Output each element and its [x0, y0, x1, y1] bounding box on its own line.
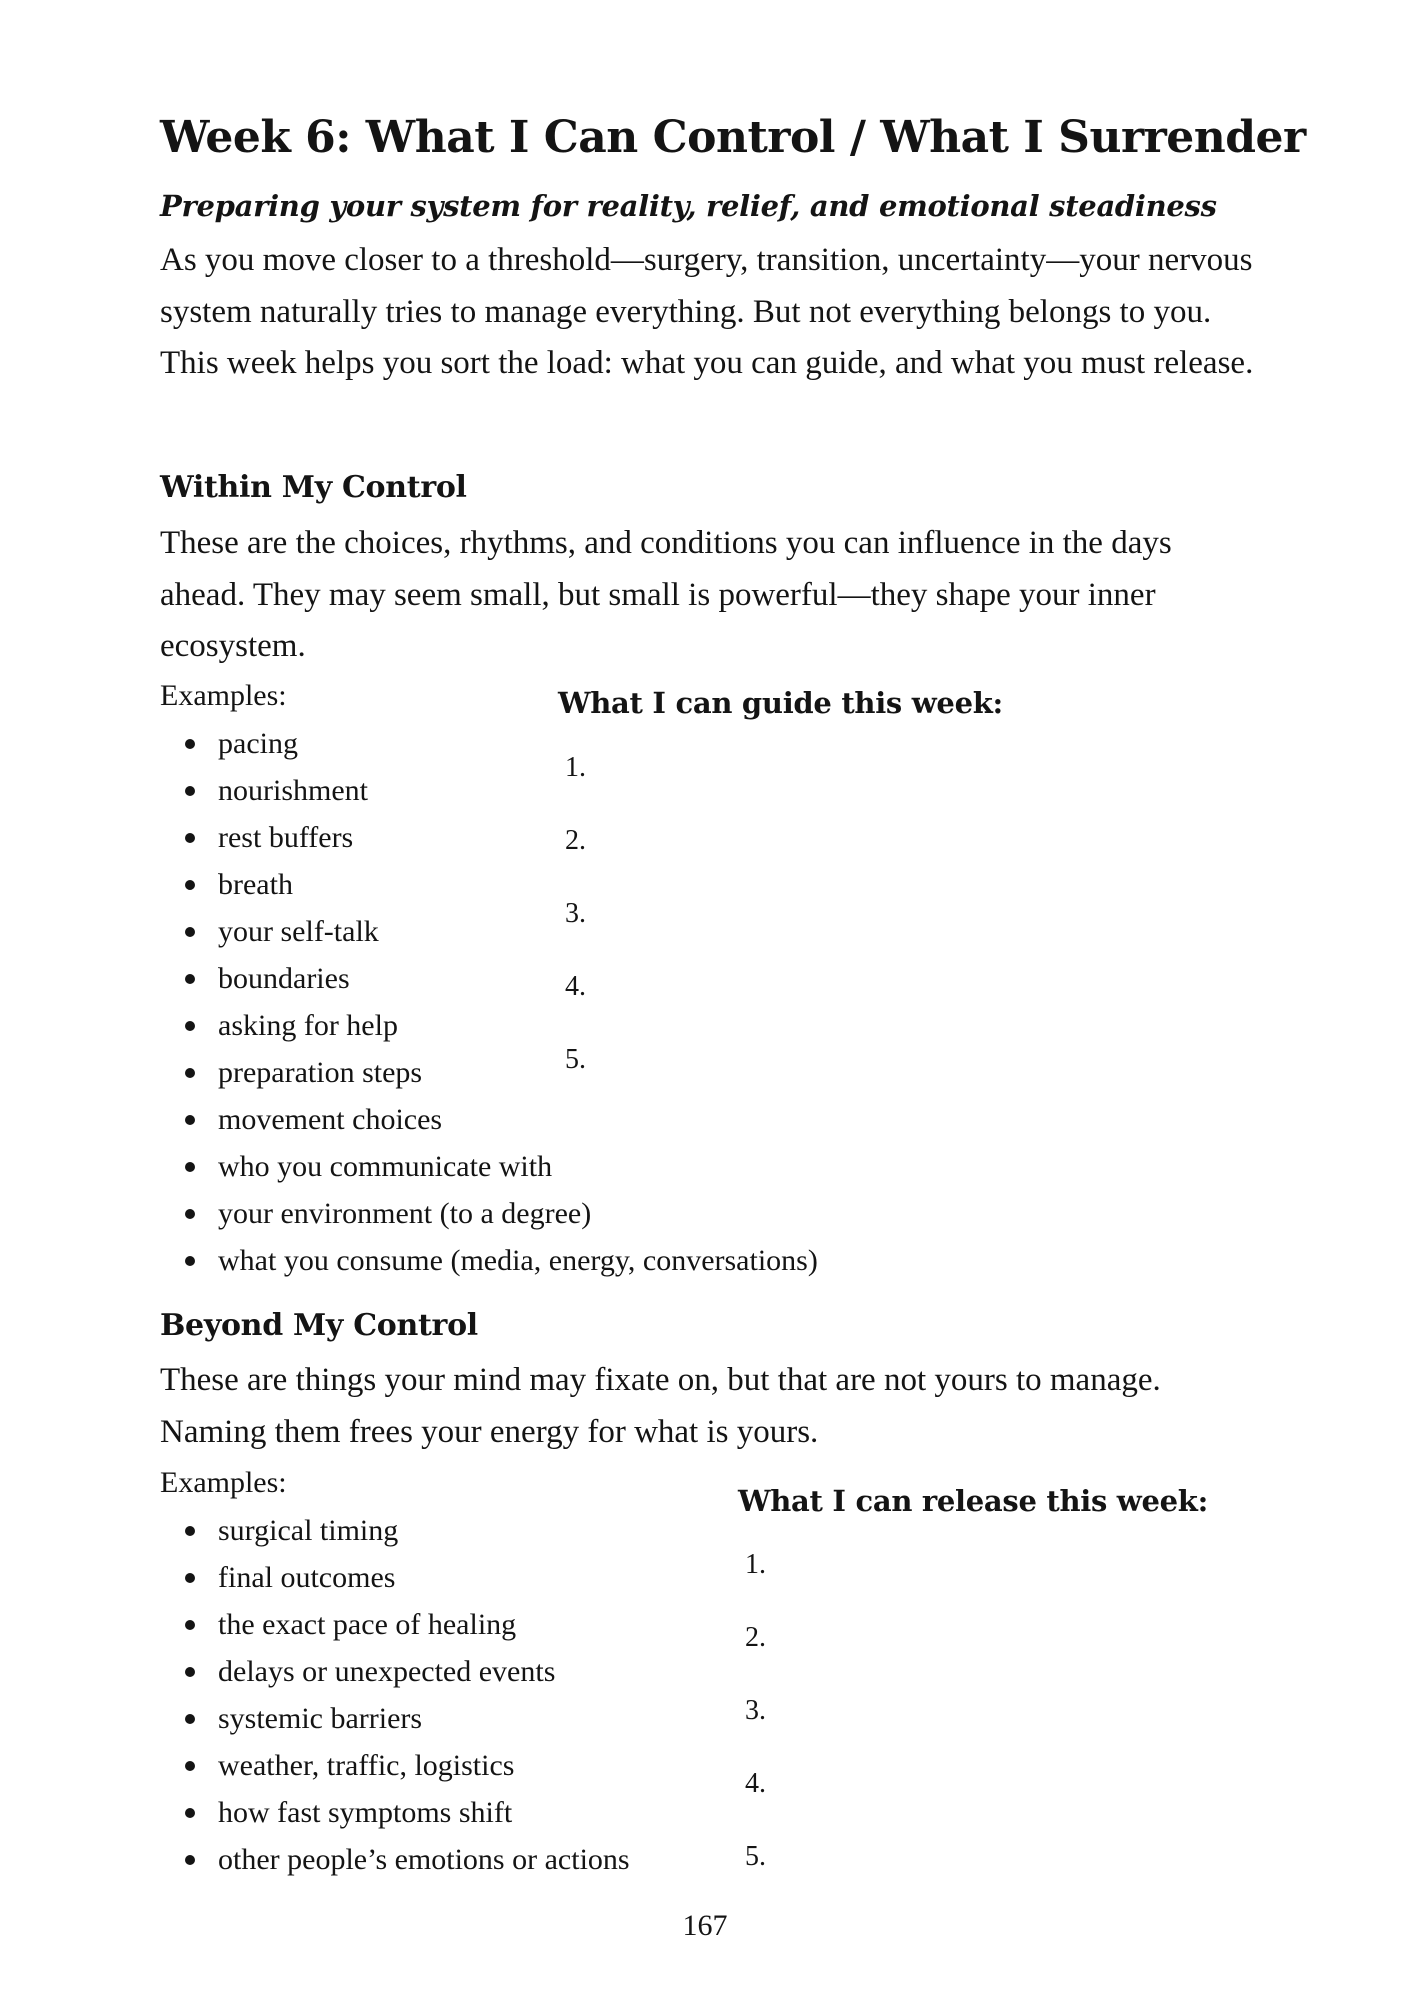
list-item	[160, 1237, 818, 1284]
bullet-icon	[185, 1209, 195, 1219]
beyond-control-heading: Beyond My Control	[160, 1308, 478, 1343]
beyond-example: systemic barriers	[218, 1702, 423, 1735]
list-item	[160, 1554, 630, 1601]
page-title: Week 6: What I Can Control / What I Surrender	[160, 112, 1306, 163]
within-examples-list	[160, 720, 818, 1284]
within-example: preparation steps	[218, 1056, 423, 1089]
list-item	[160, 1742, 630, 1789]
bullet-icon	[185, 1526, 195, 1536]
within-example: what you consume (media, energy, conversations)	[218, 1244, 818, 1277]
guide-line-number: 1.	[565, 752, 586, 783]
list-item	[160, 814, 818, 861]
bullet-icon	[185, 1620, 195, 1630]
bullet-icon	[185, 974, 195, 984]
list-item	[160, 908, 818, 955]
within-example: breath	[218, 868, 293, 901]
list-item	[160, 861, 818, 908]
bullet-icon	[185, 833, 195, 843]
beyond-example: other people’s emotions or actions	[218, 1843, 630, 1876]
bullet-icon	[185, 1256, 195, 1266]
list-item	[160, 1789, 630, 1836]
within-example: movement choices	[218, 1103, 443, 1136]
guide-prompt: What I can guide this week:	[558, 686, 1003, 720]
bullet-icon	[185, 1068, 195, 1078]
release-prompt: What I can release this week:	[738, 1484, 1208, 1518]
bullet-icon	[185, 1667, 195, 1677]
guide-line-number: 5.	[565, 1044, 586, 1075]
beyond-example: the exact pace of healing	[218, 1608, 517, 1641]
list-item	[160, 767, 818, 814]
bullet-icon	[185, 1714, 195, 1724]
bullet-icon	[185, 880, 195, 890]
guide-line-number: 2.	[565, 825, 586, 856]
beyond-example: surgical timing	[218, 1514, 399, 1547]
list-item	[160, 1507, 630, 1554]
beyond-control-description: These are things your mind may fixate on, but that are not yours to manage. Naming them frees your energy for what is yours.	[160, 1362, 1161, 1450]
beyond-examples-list	[160, 1507, 630, 1883]
bullet-icon	[185, 927, 195, 937]
within-example: pacing	[218, 727, 298, 760]
within-control-description: These are the choices, rhythms, and conditions you can influence in the days ahead. They may seem small, but small is powerful—they shape your inner ecosystem.	[160, 525, 1172, 664]
release-numbered-lines	[745, 1545, 766, 1910]
within-examples-label: Examples:	[160, 679, 287, 712]
guide-line-number: 4.	[565, 971, 586, 1002]
beyond-examples-label: Examples:	[160, 1466, 287, 1499]
within-example: your environment (to a degree)	[218, 1197, 592, 1230]
bullet-icon	[185, 1115, 195, 1125]
release-line-number: 1.	[745, 1549, 766, 1580]
page-number: 167	[682, 1909, 728, 1942]
guide-numbered-lines	[565, 748, 586, 1113]
within-example: boundaries	[218, 962, 350, 995]
list-item	[160, 1836, 630, 1883]
bullet-icon	[185, 1162, 195, 1172]
beyond-example: final outcomes	[218, 1561, 396, 1594]
bullet-icon	[185, 1761, 195, 1771]
list-item	[160, 1695, 630, 1742]
within-control-heading: Within My Control	[160, 470, 467, 505]
list-item	[160, 955, 818, 1002]
within-example: rest buffers	[218, 821, 354, 854]
bullet-icon	[185, 1021, 195, 1031]
beyond-example: weather, traffic, logistics	[218, 1749, 515, 1782]
beyond-example: how fast symptoms shift	[218, 1796, 513, 1829]
list-item	[160, 1601, 630, 1648]
guide-line-number: 3.	[565, 898, 586, 929]
list-item	[160, 720, 818, 767]
list-item	[160, 1049, 818, 1096]
list-item	[160, 1096, 818, 1143]
list-item	[160, 1143, 818, 1190]
within-example: your self-talk	[218, 915, 379, 948]
bullet-icon	[185, 1855, 195, 1865]
within-example: who you communicate with	[218, 1150, 553, 1183]
within-example: nourishment	[218, 774, 368, 807]
beyond-example: delays or unexpected events	[218, 1655, 556, 1688]
list-item	[160, 1648, 630, 1695]
release-line-number: 5.	[745, 1841, 766, 1872]
release-line-number: 4.	[745, 1768, 766, 1799]
page-subtitle: Preparing your system for reality, relief, and emotional steadiness	[160, 189, 1217, 223]
release-line-number: 2.	[745, 1622, 766, 1653]
release-line-number: 3.	[745, 1695, 766, 1726]
bullet-icon	[185, 1808, 195, 1818]
bullet-icon	[185, 786, 195, 796]
bullet-icon	[185, 1573, 195, 1583]
intro-paragraph: As you move closer to a threshold—surgery, transition, uncertainty—your nervous system naturally tries to manage everything. But not everything belongs to you. This week helps you sort the load: what you can guide, and what you must release.	[160, 242, 1254, 381]
bullet-icon	[185, 739, 195, 749]
list-item	[160, 1190, 818, 1237]
list-item	[160, 1002, 818, 1049]
within-example: asking for help	[218, 1009, 398, 1042]
